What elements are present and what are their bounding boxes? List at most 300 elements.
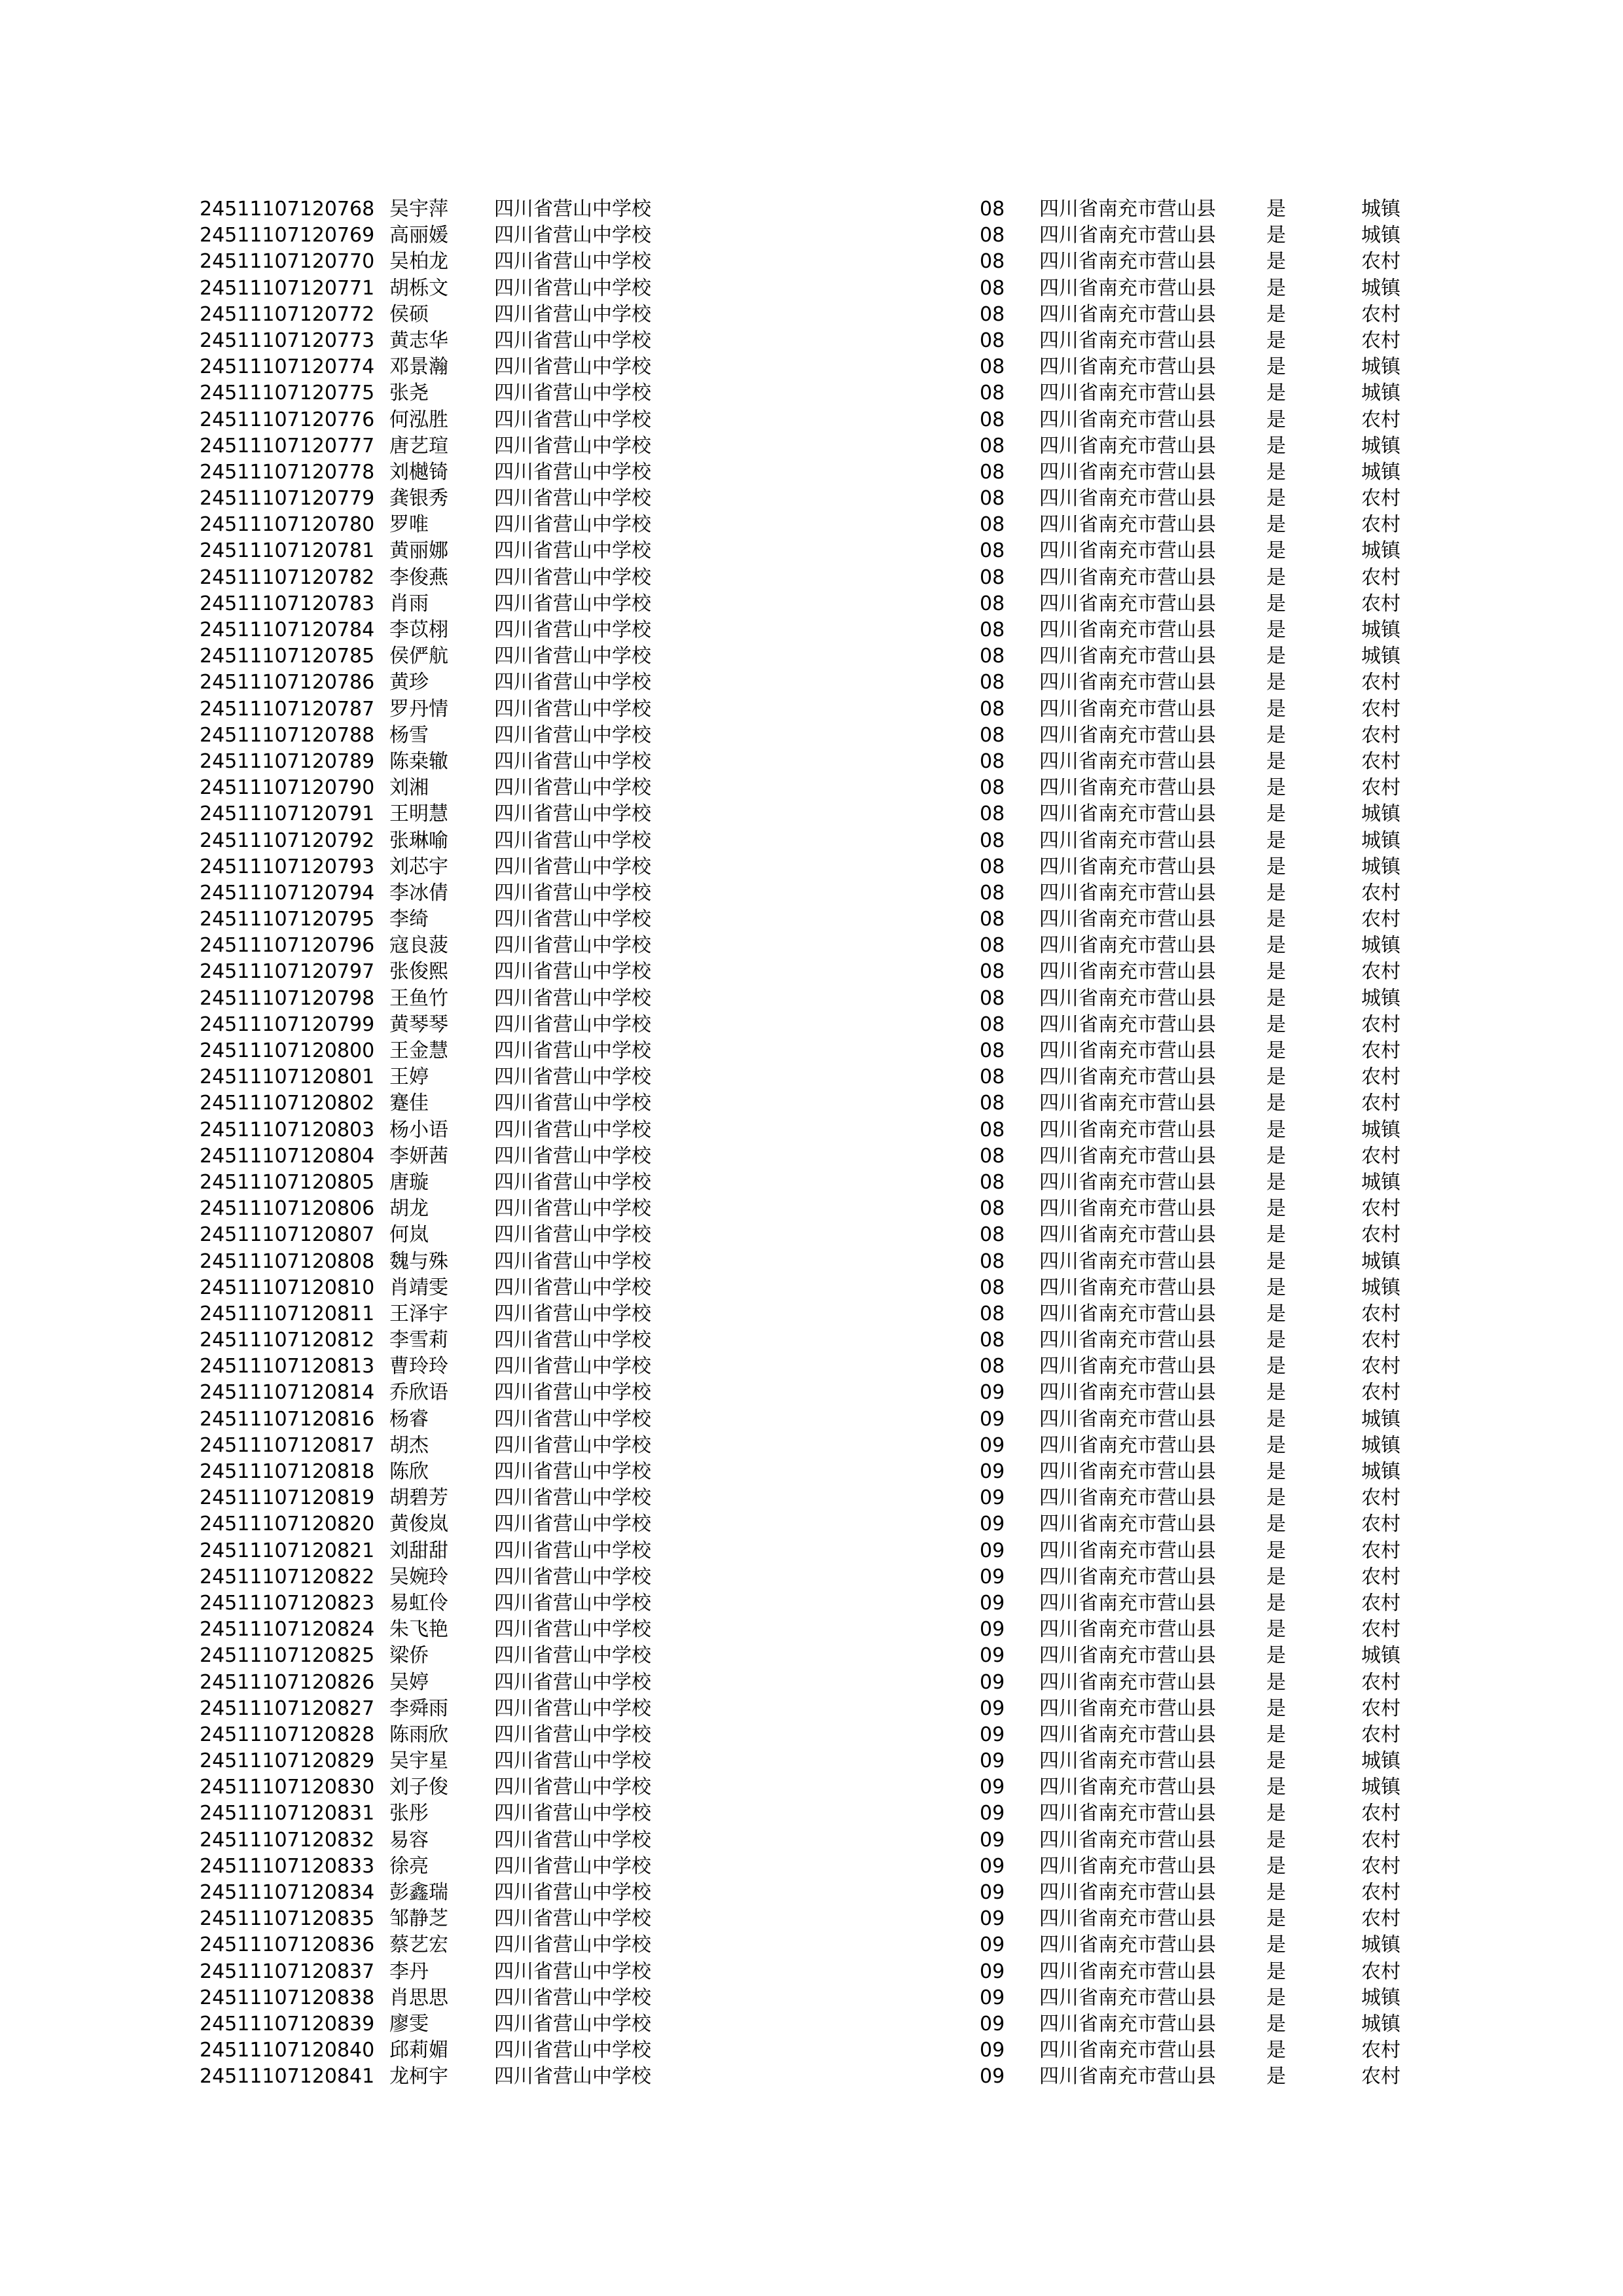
student-id-cell: 24511107120802 — [200, 1092, 375, 1115]
class-cell: 08 — [980, 1302, 1005, 1325]
residence-type-cell: 城镇 — [1361, 434, 1400, 457]
school-cell: 四川省营山中学校 — [494, 1329, 651, 1352]
region-cell: 四川省南充市营山县 — [1039, 1223, 1216, 1247]
school-cell: 四川省营山中学校 — [494, 1723, 651, 1746]
flag-cell: 是 — [1266, 487, 1286, 511]
residence-type-cell: 农村 — [1361, 1828, 1400, 1852]
table-row — [200, 1301, 1430, 1327]
student-name-cell: 刘子俊 — [389, 1776, 448, 1799]
flag-cell: 是 — [1266, 1749, 1286, 1773]
student-id-cell: 24511107120821 — [200, 1539, 375, 1562]
flag-cell: 是 — [1266, 1302, 1286, 1325]
residence-type-cell: 农村 — [1361, 1907, 1400, 1931]
student-id-cell: 24511107120806 — [200, 1197, 375, 1221]
student-name-cell: 刘甜甜 — [389, 1539, 448, 1562]
school-cell: 四川省营山中学校 — [494, 1433, 651, 1457]
region-cell: 四川省南充市营山县 — [1039, 934, 1216, 958]
student-name-cell: 王金慧 — [389, 1039, 448, 1062]
school-cell: 四川省营山中学校 — [494, 1066, 651, 1089]
residence-type-cell: 农村 — [1361, 776, 1400, 800]
region-cell: 四川省南充市营山县 — [1039, 1276, 1216, 1299]
school-cell: 四川省营山中学校 — [494, 513, 651, 537]
region-cell: 四川省南充市营山县 — [1039, 1670, 1216, 1694]
class-cell: 08 — [980, 460, 1005, 484]
student-id-cell: 24511107120799 — [200, 1013, 375, 1036]
table-row — [200, 512, 1430, 538]
student-name-cell: 蔡艺宏 — [389, 1933, 448, 1957]
table-row — [200, 1696, 1430, 1722]
student-id-cell: 24511107120813 — [200, 1355, 375, 1378]
school-cell: 四川省营山中学校 — [494, 1144, 651, 1168]
school-cell: 四川省营山中学校 — [494, 592, 651, 615]
residence-type-cell: 农村 — [1361, 1381, 1400, 1405]
school-cell: 四川省营山中学校 — [494, 539, 651, 563]
flag-cell: 是 — [1266, 1881, 1286, 1904]
residence-type-cell: 农村 — [1361, 565, 1400, 589]
flag-cell: 是 — [1266, 1276, 1286, 1299]
class-cell: 08 — [980, 749, 1005, 773]
flag-cell: 是 — [1266, 1433, 1286, 1457]
school-cell: 四川省营山中学校 — [494, 2039, 651, 2062]
school-cell: 四川省营山中学校 — [494, 355, 651, 379]
school-cell: 四川省营山中学校 — [494, 723, 651, 747]
class-cell: 08 — [980, 934, 1005, 958]
student-name-cell: 邓景瀚 — [389, 355, 448, 379]
region-cell: 四川省南充市营山县 — [1039, 986, 1216, 1010]
table-row — [200, 1670, 1430, 1696]
school-cell: 四川省营山中学校 — [494, 1644, 651, 1668]
class-cell: 08 — [980, 592, 1005, 615]
residence-type-cell: 农村 — [1361, 1591, 1400, 1615]
flag-cell: 是 — [1266, 1144, 1286, 1168]
class-cell: 09 — [980, 1591, 1005, 1615]
table-row — [200, 854, 1430, 880]
table-row — [200, 1459, 1430, 1485]
residence-type-cell: 农村 — [1361, 1960, 1400, 1983]
flag-cell: 是 — [1266, 697, 1286, 721]
region-cell: 四川省南充市营山县 — [1039, 276, 1216, 300]
flag-cell: 是 — [1266, 302, 1286, 326]
flag-cell: 是 — [1266, 1407, 1286, 1431]
student-name-cell: 陈雨欣 — [389, 1723, 448, 1746]
flag-cell: 是 — [1266, 1723, 1286, 1746]
school-cell: 四川省营山中学校 — [494, 1749, 651, 1773]
flag-cell: 是 — [1266, 2012, 1286, 2036]
student-id-cell: 24511107120827 — [200, 1696, 375, 1720]
flag-cell: 是 — [1266, 1802, 1286, 1825]
student-name-cell: 陈欣 — [389, 1460, 429, 1483]
student-id-cell: 24511107120831 — [200, 1802, 375, 1825]
residence-type-cell: 农村 — [1361, 487, 1400, 511]
region-cell: 四川省南充市营山县 — [1039, 1539, 1216, 1562]
flag-cell: 是 — [1266, 1565, 1286, 1588]
student-name-cell: 罗丹情 — [389, 697, 448, 721]
residence-type-cell: 城镇 — [1361, 1170, 1400, 1194]
region-cell: 四川省南充市营山县 — [1039, 1960, 1216, 1983]
class-cell: 08 — [980, 802, 1005, 826]
class-cell: 08 — [980, 513, 1005, 537]
student-name-cell: 吴婷 — [389, 1670, 429, 1694]
class-cell: 09 — [980, 1696, 1005, 1720]
student-id-cell: 24511107120823 — [200, 1591, 375, 1615]
residence-type-cell: 城镇 — [1361, 1433, 1400, 1457]
region-cell: 四川省南充市营山县 — [1039, 1381, 1216, 1405]
student-id-cell: 24511107120808 — [200, 1249, 375, 1273]
residence-type-cell: 农村 — [1361, 881, 1400, 905]
residence-type-cell: 农村 — [1361, 1723, 1400, 1746]
region-cell: 四川省南充市营山县 — [1039, 2065, 1216, 2089]
class-cell: 08 — [980, 645, 1005, 668]
student-name-cell: 杨睿 — [389, 1407, 429, 1431]
region-cell: 四川省南充市营山县 — [1039, 1118, 1216, 1141]
class-cell: 09 — [980, 1460, 1005, 1483]
school-cell: 四川省营山中学校 — [494, 1013, 651, 1036]
student-name-cell: 蹇佳 — [389, 1092, 429, 1115]
school-cell: 四川省营山中学校 — [494, 1407, 651, 1431]
class-cell: 08 — [980, 408, 1005, 431]
student-id-cell: 24511107120837 — [200, 1960, 375, 1983]
flag-cell: 是 — [1266, 1486, 1286, 1510]
table-row — [200, 2064, 1430, 2090]
class-cell: 08 — [980, 1329, 1005, 1352]
school-cell: 四川省营山中学校 — [494, 776, 651, 800]
region-cell: 四川省南充市营山县 — [1039, 881, 1216, 905]
student-name-cell: 魏与殊 — [389, 1249, 448, 1273]
student-id-cell: 24511107120839 — [200, 2012, 375, 2036]
table-row — [200, 933, 1430, 959]
student-id-cell: 24511107120791 — [200, 802, 375, 826]
school-cell: 四川省营山中学校 — [494, 1039, 651, 1062]
region-cell: 四川省南充市营山县 — [1039, 1039, 1216, 1062]
residence-type-cell: 农村 — [1361, 723, 1400, 747]
school-cell: 四川省营山中学校 — [494, 302, 651, 326]
flag-cell: 是 — [1266, 1828, 1286, 1852]
student-name-cell: 吴宇萍 — [389, 198, 448, 221]
region-cell: 四川省南充市营山县 — [1039, 250, 1216, 274]
student-id-cell: 24511107120790 — [200, 776, 375, 800]
flag-cell: 是 — [1266, 1223, 1286, 1247]
table-row — [200, 223, 1430, 249]
table-row — [200, 354, 1430, 380]
flag-cell: 是 — [1266, 802, 1286, 826]
student-name-cell: 李妍茜 — [389, 1144, 448, 1168]
student-id-cell: 24511107120811 — [200, 1302, 375, 1325]
school-cell: 四川省营山中学校 — [494, 645, 651, 668]
student-id-cell: 24511107120796 — [200, 934, 375, 958]
region-cell: 四川省南充市营山县 — [1039, 302, 1216, 326]
table-row — [200, 407, 1430, 433]
student-name-cell: 彭鑫瑞 — [389, 1881, 448, 1904]
school-cell: 四川省营山中学校 — [494, 224, 651, 247]
class-cell: 09 — [980, 2065, 1005, 2089]
student-id-cell: 24511107120800 — [200, 1039, 375, 1062]
table-row — [200, 617, 1430, 643]
region-cell: 四川省南充市营山县 — [1039, 487, 1216, 511]
class-cell: 08 — [980, 198, 1005, 221]
table-row — [200, 1854, 1430, 1880]
student-name-cell: 易虹伶 — [389, 1591, 448, 1615]
class-cell: 08 — [980, 1039, 1005, 1062]
class-cell: 08 — [980, 1355, 1005, 1378]
flag-cell: 是 — [1266, 1933, 1286, 1957]
residence-type-cell: 农村 — [1361, 1013, 1400, 1036]
school-cell: 四川省营山中学校 — [494, 434, 651, 457]
student-id-cell: 24511107120771 — [200, 276, 375, 300]
table-row — [200, 1407, 1430, 1433]
flag-cell: 是 — [1266, 1092, 1286, 1115]
table-row — [200, 1801, 1430, 1827]
school-cell: 四川省营山中学校 — [494, 1565, 651, 1588]
student-name-cell: 徐亮 — [389, 1854, 429, 1878]
region-cell: 四川省南充市营山县 — [1039, 1749, 1216, 1773]
region-cell: 四川省南充市营山县 — [1039, 2012, 1216, 2036]
school-cell: 四川省营山中学校 — [494, 1539, 651, 1562]
student-id-cell: 24511107120789 — [200, 749, 375, 773]
region-cell: 四川省南充市营山县 — [1039, 749, 1216, 773]
residence-type-cell: 农村 — [1361, 1486, 1400, 1510]
student-name-cell: 张尧 — [389, 382, 429, 405]
flag-cell: 是 — [1266, 908, 1286, 931]
flag-cell: 是 — [1266, 671, 1286, 694]
region-cell: 四川省南充市营山县 — [1039, 592, 1216, 615]
residence-type-cell: 农村 — [1361, 329, 1400, 352]
region-cell: 四川省南充市营山县 — [1039, 1092, 1216, 1115]
table-row — [200, 1906, 1430, 1932]
class-cell: 08 — [980, 355, 1005, 379]
student-id-cell: 24511107120788 — [200, 723, 375, 747]
student-name-cell: 李雪莉 — [389, 1329, 448, 1352]
student-id-cell: 24511107120777 — [200, 434, 375, 457]
class-cell: 08 — [980, 302, 1005, 326]
residence-type-cell: 城镇 — [1361, 355, 1400, 379]
student-name-cell: 龙柯宇 — [389, 2065, 448, 2089]
region-cell: 四川省南充市营山县 — [1039, 1696, 1216, 1720]
class-cell: 08 — [980, 224, 1005, 247]
class-cell: 09 — [980, 1644, 1005, 1668]
class-cell: 09 — [980, 1618, 1005, 1641]
residence-type-cell: 城镇 — [1361, 645, 1400, 668]
student-name-cell: 何岚 — [389, 1223, 429, 1247]
region-cell: 四川省南充市营山县 — [1039, 671, 1216, 694]
class-cell: 09 — [980, 1828, 1005, 1852]
student-id-cell: 24511107120795 — [200, 908, 375, 931]
residence-type-cell: 城镇 — [1361, 276, 1400, 300]
student-name-cell: 黄志华 — [389, 329, 448, 352]
region-cell: 四川省南充市营山县 — [1039, 1802, 1216, 1825]
class-cell: 08 — [980, 434, 1005, 457]
flag-cell: 是 — [1266, 645, 1286, 668]
table-row — [200, 1249, 1430, 1275]
table-row — [200, 1170, 1430, 1196]
student-name-cell: 黄俊岚 — [389, 1513, 448, 1536]
residence-type-cell: 城镇 — [1361, 619, 1400, 641]
flag-cell: 是 — [1266, 329, 1286, 352]
student-name-cell: 李冰倩 — [389, 881, 448, 905]
region-cell: 四川省南充市营山县 — [1039, 513, 1216, 537]
school-cell: 四川省营山中学校 — [494, 408, 651, 431]
student-id-cell: 24511107120779 — [200, 487, 375, 511]
region-cell: 四川省南充市营山县 — [1039, 382, 1216, 405]
school-cell: 四川省营山中学校 — [494, 881, 651, 905]
region-cell: 四川省南充市营山县 — [1039, 224, 1216, 247]
flag-cell: 是 — [1266, 1670, 1286, 1694]
region-cell: 四川省南充市营山县 — [1039, 723, 1216, 747]
region-cell: 四川省南充市营山县 — [1039, 1170, 1216, 1194]
school-cell: 四川省营山中学校 — [494, 1881, 651, 1904]
region-cell: 四川省南充市营山县 — [1039, 1933, 1216, 1957]
table-row — [200, 1643, 1430, 1669]
table-row — [200, 302, 1430, 328]
region-cell: 四川省南充市营山县 — [1039, 1355, 1216, 1378]
flag-cell: 是 — [1266, 1854, 1286, 1878]
student-name-cell: 侯俨航 — [389, 645, 448, 668]
residence-type-cell: 城镇 — [1361, 1407, 1400, 1431]
flag-cell: 是 — [1266, 1907, 1286, 1931]
table-row — [200, 459, 1430, 486]
student-name-cell: 廖雯 — [389, 2012, 429, 2036]
table-row — [200, 828, 1430, 854]
school-cell: 四川省营山中学校 — [494, 1696, 651, 1720]
class-cell: 08 — [980, 1144, 1005, 1168]
class-cell: 08 — [980, 487, 1005, 511]
flag-cell: 是 — [1266, 408, 1286, 431]
student-name-cell: 张俊熙 — [389, 960, 448, 984]
region-cell: 四川省南充市营山县 — [1039, 460, 1216, 484]
table-row — [200, 1143, 1430, 1170]
class-cell: 09 — [980, 1723, 1005, 1746]
student-name-cell: 王泽宇 — [389, 1302, 448, 1325]
student-id-cell: 24511107120818 — [200, 1460, 375, 1483]
school-cell: 四川省营山中学校 — [494, 1670, 651, 1694]
student-id-cell: 24511107120801 — [200, 1066, 375, 1089]
class-cell: 09 — [980, 1776, 1005, 1799]
school-cell: 四川省营山中学校 — [494, 460, 651, 484]
residence-type-cell: 城镇 — [1361, 1118, 1400, 1141]
student-name-cell: 高丽媛 — [389, 224, 448, 247]
residence-type-cell: 城镇 — [1361, 1749, 1400, 1773]
student-id-cell: 24511107120824 — [200, 1618, 375, 1641]
region-cell: 四川省南充市营山县 — [1039, 2039, 1216, 2062]
residence-type-cell: 城镇 — [1361, 1986, 1400, 2009]
student-id-cell: 24511107120817 — [200, 1433, 375, 1457]
residence-type-cell: 农村 — [1361, 908, 1400, 931]
table-row — [200, 749, 1430, 775]
flag-cell: 是 — [1266, 1329, 1286, 1352]
residence-type-cell: 农村 — [1361, 1854, 1400, 1878]
student-id-cell: 24511107120825 — [200, 1644, 375, 1668]
school-cell: 四川省营山中学校 — [494, 802, 651, 826]
student-id-cell: 24511107120774 — [200, 355, 375, 379]
class-cell: 08 — [980, 329, 1005, 352]
residence-type-cell: 农村 — [1361, 1329, 1400, 1352]
student-id-cell: 24511107120778 — [200, 460, 375, 484]
region-cell: 四川省南充市营山县 — [1039, 198, 1216, 221]
residence-type-cell: 城镇 — [1361, 1276, 1400, 1299]
flag-cell: 是 — [1266, 1013, 1286, 1036]
school-cell: 四川省营山中学校 — [494, 829, 651, 852]
class-cell: 08 — [980, 908, 1005, 931]
region-cell: 四川省南充市营山县 — [1039, 1723, 1216, 1746]
region-cell: 四川省南充市营山县 — [1039, 1828, 1216, 1852]
residence-type-cell: 城镇 — [1361, 986, 1400, 1010]
flag-cell: 是 — [1266, 382, 1286, 405]
table-row — [200, 1511, 1430, 1537]
school-cell: 四川省营山中学校 — [494, 1460, 651, 1483]
flag-cell: 是 — [1266, 881, 1286, 905]
student-id-cell: 24511107120816 — [200, 1407, 375, 1431]
region-cell: 四川省南充市营山县 — [1039, 434, 1216, 457]
student-id-cell: 24511107120828 — [200, 1723, 375, 1746]
school-cell: 四川省营山中学校 — [494, 1170, 651, 1194]
school-cell: 四川省营山中学校 — [494, 1854, 651, 1878]
flag-cell: 是 — [1266, 960, 1286, 984]
class-cell: 08 — [980, 776, 1005, 800]
school-cell: 四川省营山中学校 — [494, 1776, 651, 1799]
student-id-cell: 24511107120822 — [200, 1565, 375, 1588]
student-name-cell: 杨雪 — [389, 723, 429, 747]
student-id-cell: 24511107120836 — [200, 1933, 375, 1957]
region-cell: 四川省南充市营山县 — [1039, 1329, 1216, 1352]
class-cell: 08 — [980, 1092, 1005, 1115]
table-row — [200, 1064, 1430, 1090]
student-id-cell: 24511107120803 — [200, 1118, 375, 1141]
school-cell: 四川省营山中学校 — [494, 1381, 651, 1405]
school-cell: 四川省营山中学校 — [494, 986, 651, 1010]
residence-type-cell: 农村 — [1361, 1696, 1400, 1720]
class-cell: 09 — [980, 2012, 1005, 2036]
table-row — [200, 1932, 1430, 1958]
student-name-cell: 李丹 — [389, 1960, 429, 1983]
region-cell: 四川省南充市营山县 — [1039, 1591, 1216, 1615]
flag-cell: 是 — [1266, 776, 1286, 800]
student-id-cell: 24511107120805 — [200, 1170, 375, 1194]
student-name-cell: 王明慧 — [389, 802, 448, 826]
class-cell: 08 — [980, 1013, 1005, 1036]
student-name-cell: 梁侨 — [389, 1644, 429, 1668]
residence-type-cell: 城镇 — [1361, 934, 1400, 958]
flag-cell: 是 — [1266, 250, 1286, 274]
student-name-cell: 黄琴琴 — [389, 1013, 448, 1036]
class-cell: 08 — [980, 829, 1005, 852]
residence-type-cell: 农村 — [1361, 1618, 1400, 1641]
school-cell: 四川省营山中学校 — [494, 2012, 651, 2036]
student-name-cell: 王鱼竹 — [389, 986, 448, 1010]
flag-cell: 是 — [1266, 1249, 1286, 1273]
region-cell: 四川省南充市营山县 — [1039, 697, 1216, 721]
student-id-cell: 24511107120810 — [200, 1276, 375, 1299]
school-cell: 四川省营山中学校 — [494, 1618, 651, 1641]
region-cell: 四川省南充市营山县 — [1039, 802, 1216, 826]
table-row — [200, 670, 1430, 696]
school-cell: 四川省营山中学校 — [494, 382, 651, 405]
class-cell: 09 — [980, 1986, 1005, 2009]
region-cell: 四川省南充市营山县 — [1039, 1433, 1216, 1457]
flag-cell: 是 — [1266, 513, 1286, 537]
region-cell: 四川省南充市营山县 — [1039, 1907, 1216, 1931]
student-id-cell: 24511107120814 — [200, 1381, 375, 1405]
residence-type-cell: 农村 — [1361, 302, 1400, 326]
region-cell: 四川省南充市营山县 — [1039, 645, 1216, 668]
school-cell: 四川省营山中学校 — [494, 1960, 651, 1983]
student-name-cell: 李俊燕 — [389, 565, 448, 589]
class-cell: 09 — [980, 1881, 1005, 1904]
student-name-cell: 胡龙 — [389, 1197, 429, 1221]
class-cell: 08 — [980, 1197, 1005, 1221]
residence-type-cell: 农村 — [1361, 1513, 1400, 1536]
table-row — [200, 538, 1430, 564]
residence-type-cell: 农村 — [1361, 2065, 1400, 2089]
table-row — [200, 1617, 1430, 1643]
